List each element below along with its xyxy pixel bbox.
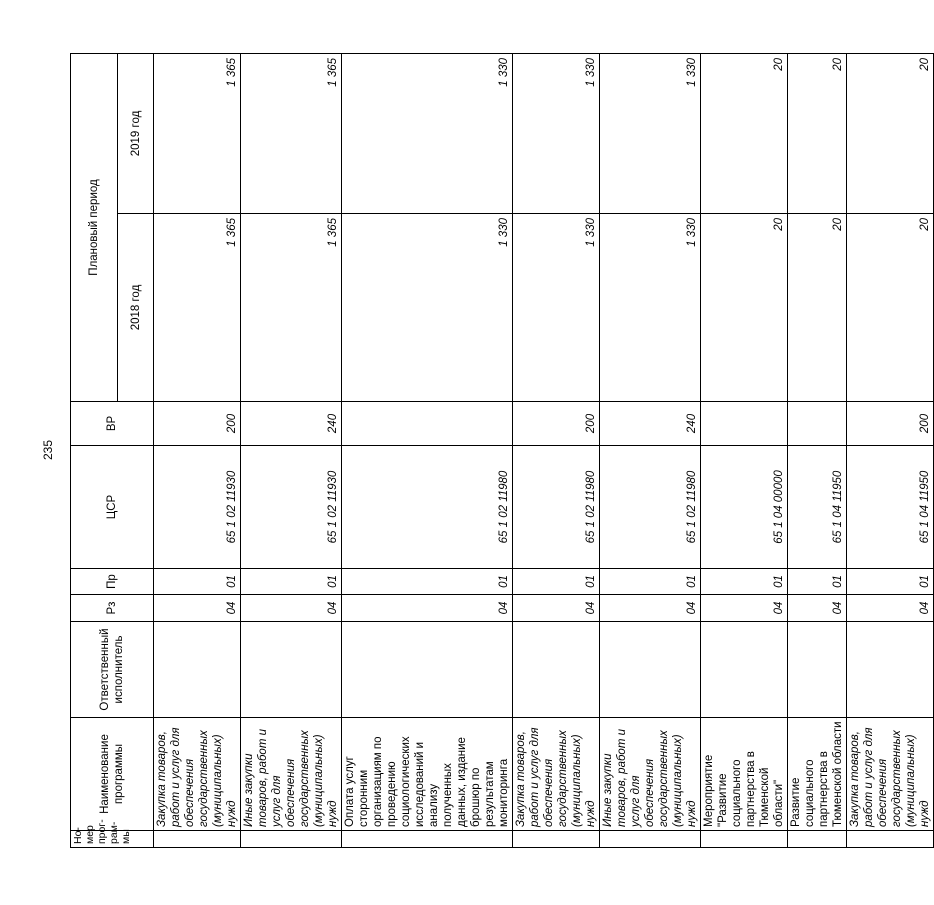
csr-cell: 65 1 02 11930 [241,446,342,569]
executor-cell [701,622,788,718]
csr-cell: 65 1 04 00000 [701,446,788,569]
header-pr: Пр [71,569,154,595]
header-rz: Рз [71,595,154,622]
header-plan-period: Плановый период [71,53,118,401]
pr-cell: 01 [788,569,847,595]
value-2019-cell: 20 [701,53,788,213]
program-name-cell: Иные закупки товаров, работ и услуг для обеспечения государственных (муниципальных) нужд [600,718,701,831]
program-number-cell [241,831,342,848]
table-row [847,53,934,847]
value-2018-cell: 20 [788,214,847,402]
vr-cell [701,402,788,446]
header-program-name: Наименование программы [71,718,154,831]
program-number-cell [154,831,241,848]
executor-cell [788,622,847,718]
pr-cell: 01 [513,569,600,595]
executor-cell [600,622,701,718]
vr-cell: 200 [847,402,934,446]
rz-cell: 04 [847,595,934,622]
vr-cell: 200 [513,402,600,446]
rz-cell: 04 [513,595,600,622]
program-name-cell: Закупка товаров, работ и услуг для обеспечения государственных (муниципальных) нужд [513,718,600,831]
program-name-cell: Закупка товаров, работ и услуг для обеспечения государственных (муниципальных) нужд [154,718,241,831]
rz-cell: 04 [788,595,847,622]
vr-cell: 200 [154,402,241,446]
program-name-cell: Закупка товаров, работ и услуг для обеспечения государственных (муниципальных) нужд [847,718,934,831]
value-2018-cell: 20 [701,214,788,402]
table-row [600,53,701,847]
value-2018-cell: 1 365 [154,214,241,402]
program-name-cell: Мероприятие "Развитие социального партнерства в Тюменской области" [701,718,788,831]
vr-cell: 240 [241,402,342,446]
value-2018-cell: 1 330 [600,214,701,402]
csr-cell: 65 1 02 11980 [342,446,513,569]
value-2019-cell: 20 [847,53,934,213]
header-year-2018: 2018 год [118,214,154,402]
pr-cell: 01 [600,569,701,595]
executor-cell [847,622,934,718]
page-number: 235 [41,439,55,461]
rz-cell: 04 [154,595,241,622]
budget-table [70,53,934,848]
value-2019-cell: 1 365 [154,53,241,213]
table-row [513,53,600,847]
table-row [241,53,342,847]
vr-cell [788,402,847,446]
vr-cell [342,402,513,446]
pr-cell: 01 [342,569,513,595]
table-row [342,53,513,847]
rz-cell: 04 [600,595,701,622]
table-row [154,53,241,847]
csr-cell: 65 1 02 11930 [154,446,241,569]
header-responsible-executor: Ответственный исполнитель [71,622,154,718]
value-2019-cell: 1 330 [513,53,600,213]
value-2018-cell: 1 330 [513,214,600,402]
value-2019-cell: 1 330 [342,53,513,213]
value-2018-cell: 20 [847,214,934,402]
program-number-cell [788,831,847,848]
csr-cell: 65 1 02 11980 [600,446,701,569]
pr-cell: 01 [701,569,788,595]
program-number-cell [513,831,600,848]
rz-cell: 04 [342,595,513,622]
pr-cell: 01 [241,569,342,595]
header-csr: ЦСР [71,446,154,569]
table-row [788,53,847,847]
program-name-cell: Оплата услуг сторонним организациям по проведению социологических исследований и анализу полученных данных, издание брошюр по результатам мониторинга [342,718,513,831]
program-number-cell [600,831,701,848]
program-number-cell [701,831,788,848]
vr-cell: 240 [600,402,701,446]
program-number-cell [847,831,934,848]
header-vr: ВР [71,402,154,446]
executor-cell [241,622,342,718]
program-name-cell: Иные закупки товаров, работ и услуг для обеспечения государственных (муниципальных) нужд [241,718,342,831]
program-name-cell: Развитие социального партнерства в Тюменской области [788,718,847,831]
csr-cell: 65 1 04 11950 [847,446,934,569]
header-year-2019: 2019 год [118,53,154,213]
table-row [701,53,788,847]
rz-cell: 04 [701,595,788,622]
value-2019-cell: 20 [788,53,847,213]
value-2018-cell: 1 365 [241,214,342,402]
rz-cell: 04 [241,595,342,622]
pr-cell: 01 [847,569,934,595]
value-2019-cell: 1 365 [241,53,342,213]
program-number-cell [342,831,513,848]
rotated-table-container [70,54,931,848]
table-body [154,53,934,847]
pr-cell: 01 [154,569,241,595]
executor-cell [154,622,241,718]
csr-cell: 65 1 02 11980 [513,446,600,569]
csr-cell: 65 1 04 11950 [788,446,847,569]
executor-cell [342,622,513,718]
value-2019-cell: 1 330 [600,53,701,213]
header-program-number: Но-мер прог-рам-мы [71,831,154,848]
value-2018-cell: 1 330 [342,214,513,402]
executor-cell [513,622,600,718]
